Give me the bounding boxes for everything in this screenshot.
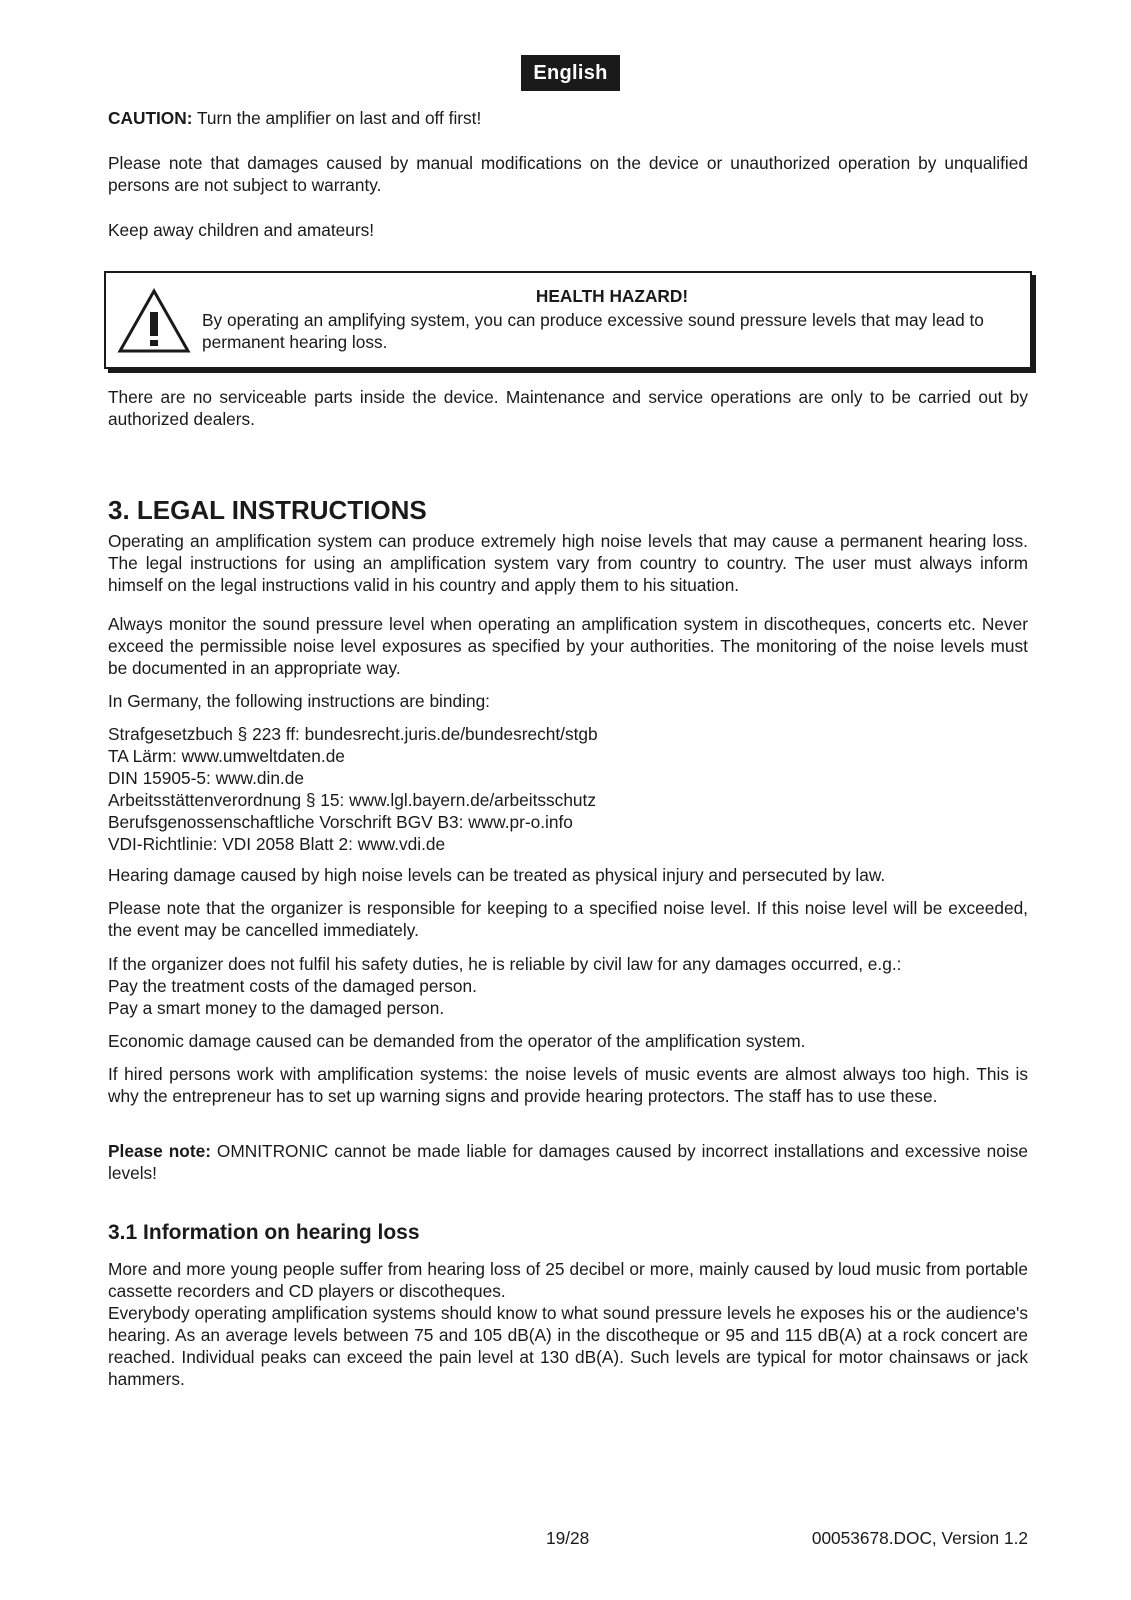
document-version: 00053678.DOC, Version 1.2	[811, 1528, 1028, 1548]
caution-label: CAUTION:	[108, 108, 193, 128]
hazard-text: By operating an amplifying system, you can produce excessive sound pressure levels that may lead to permanent hearing loss.	[202, 310, 984, 352]
legal-paragraph-4: Hearing damage caused by high noise levels can be treated as physical injury and persecuted by law.	[108, 865, 886, 885]
legal-paragraph-7: Economic damage caused can be demanded from the operator of the amplification system.	[108, 1031, 806, 1051]
warranty-note: Please note that damages caused by manual modifications on the device or unauthorized operation by unqualified persons are not subject to warranty.	[108, 153, 1028, 195]
legal-paragraph-5: Please note that the organizer is responsible for keeping to a specified noise level. If this noise level will be exceeded, the event may be cancelled immediately.	[108, 898, 1028, 940]
regulation-item: DIN 15905-5: www.din.de	[108, 768, 304, 788]
legal-instructions-heading: 3. LEGAL INSTRUCTIONS	[108, 495, 427, 525]
caution-line	[108, 107, 1028, 129]
page-number: 19/28	[546, 1528, 590, 1548]
regulation-item: Strafgesetzbuch § 223 ff: bundesrecht.juris.de/bundesrecht/stgb	[108, 724, 598, 744]
service-note: There are no serviceable parts inside the device. Maintenance and service operations are only to be carried out by authorized dealers.	[108, 387, 1028, 429]
regulation-item: Arbeitsstättenverordnung § 15: www.lgl.bayern.de/arbeitsschutz	[108, 790, 596, 810]
civil-law-line: If the organizer does not fulfil his safety duties, he is reliable by civil law for any damages occurred, e.g.:	[108, 954, 902, 974]
warning-triangle-icon	[116, 287, 192, 355]
legal-paragraph-1: Operating an amplification system can produce extremely high noise levels that may cause a permanent hearing loss. The legal instructions for using an amplification system vary from country to country. The user must always inform himself on the legal instructions valid in his country and apply them to his situation.	[108, 531, 1028, 595]
legal-paragraph-2: Always monitor the sound pressure level when operating an amplification system in discotheques, concerts etc. Never exceed the permissible noise level exposures as specified by your authorities. The monitoring of the noise levels must be documented in an appropriate way.	[108, 614, 1028, 678]
caution-text: Turn the amplifier on last and off first!	[192, 108, 482, 128]
hazard-title: HEALTH HAZARD!	[535, 286, 689, 306]
please-note-text: OMNITRONIC cannot be made liable for damages caused by incorrect installations and excessive noise levels!	[108, 1141, 1028, 1183]
hearing-loss-heading: 3.1 Information on hearing loss	[108, 1221, 420, 1244]
legal-paragraph-3: In Germany, the following instructions are binding:	[108, 691, 490, 711]
regulation-item: TA Lärm: www.umweltdaten.de	[108, 746, 345, 766]
legal-paragraph-8: If hired persons work with amplification systems: the noise levels of music events are almost always too high. This is why the entrepreneur has to set up warning signs and provide hearing protectors. The staff has to use these.	[108, 1064, 1028, 1106]
hearing-paragraph-1: More and more young people suffer from hearing loss of 25 decibel or more, mainly caused by loud music from portable cassette recorders and CD players or discotheques.	[108, 1259, 1028, 1301]
regulation-item: Berufsgenossenschaftliche Vorschrift BGV B3: www.pr-o.info	[108, 812, 573, 832]
health-hazard-box	[104, 271, 1032, 369]
legal-paragraph-6	[108, 953, 1028, 1019]
civil-law-line: Pay the treatment costs of the damaged person.	[108, 976, 477, 996]
keep-away-note: Keep away children and amateurs!	[108, 220, 375, 240]
please-note-label: Please note:	[108, 1141, 211, 1161]
regulation-item: VDI-Richtlinie: VDI 2058 Blatt 2: www.vdi.de	[108, 834, 446, 854]
please-note-paragraph	[108, 1140, 1028, 1184]
regulations-list	[108, 723, 1028, 855]
hearing-paragraph-2: Everybody operating amplification systems should know to what sound pressure levels he exposes his or the audience's hearing. As an average levels between 75 and 105 dB(A) in the discotheque or 95 and 115 dB(A) at a rock concert are reached. Individual peaks can exceed the pain level at 130 dB(A). Such levels are typical for motor chainsaws or jack hammers.	[108, 1303, 1028, 1389]
language-tag: English	[521, 55, 620, 91]
civil-law-line: Pay a smart money to the damaged person.	[108, 998, 445, 1018]
